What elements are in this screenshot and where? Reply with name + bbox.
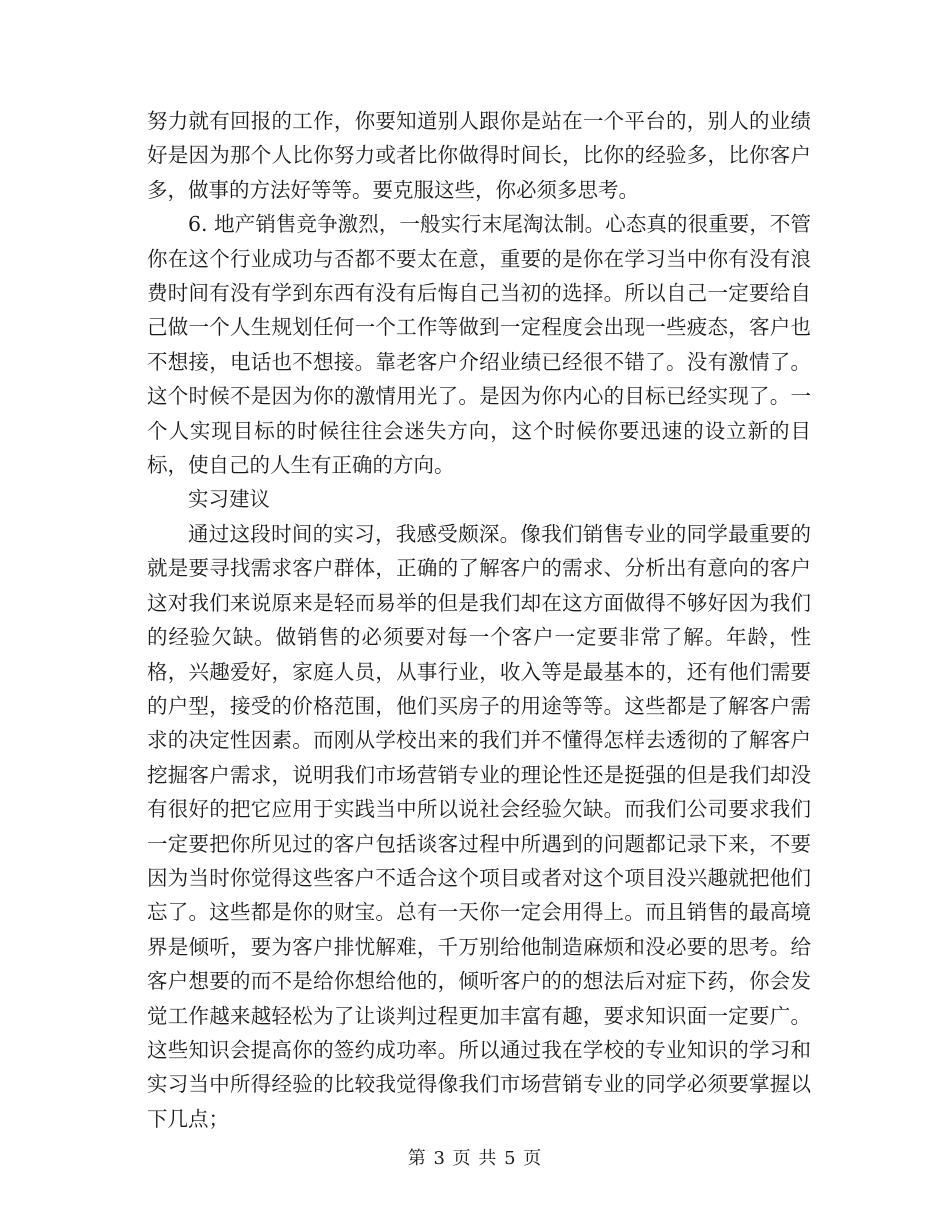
paragraph-continuation: 努力就有回报的工作，你要知道别人跟你是站在一个平台的，别人的业绩好是因为那个人比你努力或者比你做得时间长，比你的经验多，比你客户多，做事的方法好等等。要克服这些，你必须多思考。	[147, 109, 811, 202]
paragraph-item-6: 6. 地产销售竞争激烈，一般实行末尾淘汰制。心态真的很重要，不管你在这个行业成功与否都不要太在意，重要的是你在学习当中你有没有浪费时间有没有学到东西有没有后悔自己当初的选择。所以自己一定要给自己做一个人生规划任何一个工作等做到一定程度会出现一些疲态，客户也不想接，电话也不想接。靠老客户介绍业绩已经很不错了。没有激情了。这个时候不是因为你的激情用光了。是因为你内心的目标已经实现了。一个人实现目标的时候往往会迷失方向，这个时候你要迅速的设立新的目标，使自己的人生有正确的方向。	[147, 212, 811, 478]
paragraph-internship-advice: 通过这段时间的实习，我感受颇深。像我们销售专业的同学最重要的就是要寻找需求客户群体，正确的了解客户的需求、分析出有意向的客户这对我们来说原来是轻而易举的但是我们却在这方面做得不够好因为我们的经验欠缺。做销售的必须要对每一个客户一定要非常了解。年龄，性格，兴趣爱好，家庭人员，从事行业，收入等是最基本的，还有他们需要的户型，接受的价格范围，他们买房子的用途等等。这些都是了解客户需求的决定性因素。而刚从学校出来的我们并不懂得怎样去透彻的了解客户挖掘客户需求，说明我们市场营销专业的理论性还是挺强的但是我们却没有很好的把它应用于实践当中所以说社会经验欠缺。而我们公司要求我们一定要把你所见过的客户包括谈客过程中所遇到的问题都记录下来，不要因为当时你觉得这些客户不适合这个项目或者对这个项目没兴趣就把他们忘了。这些都是你的财宝。总有一天你一定会用得上。而且销售的最高境界是倾听，要为客户排忧解难，千万别给他制造麻烦和没必要的思考。给客户想要的而不是给你想给他的，倾听客户的的想法后对症下药，你会发觉工作越来越轻松为了让谈判过程更加丰富有趣，要求知识面一定要广。这些知识会提高你的签约成功率。所以通过我在学校的专业知识的学习和实习当中所得经验的比较我觉得像我们市场营销专业的同学必须要掌握以下几点；	[147, 521, 811, 1131]
page-footer: 第 3 页 共 5 页	[407, 1148, 543, 1169]
section-heading-internship-advice: 实习建议	[188, 487, 270, 512]
document-body	[147, 104, 811, 1136]
